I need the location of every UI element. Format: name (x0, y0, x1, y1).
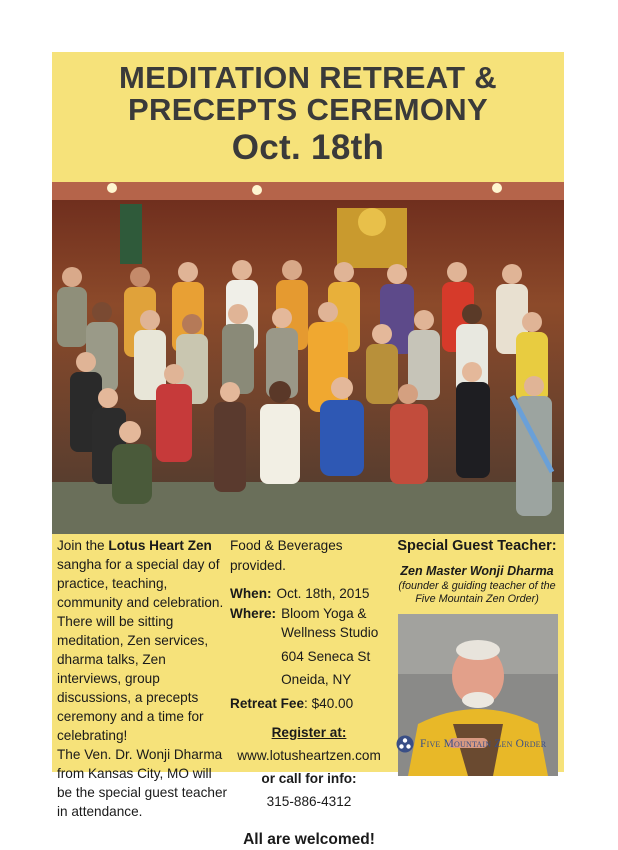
where-line-4: Oneida, NY (281, 672, 352, 687)
intro-pre: Join the (57, 538, 109, 553)
guest-name: Zen Master Wonji Dharma (400, 564, 554, 578)
phone-number[interactable]: 315-886-4312 (266, 794, 352, 809)
order-logo (396, 732, 566, 756)
where-line-2: Wellness Studio (281, 625, 379, 640)
org-name: Lotus Heart Zen (108, 538, 212, 553)
where-line-3: 604 Seneca St (281, 648, 371, 664)
title-line-1: MEDITATION RETREAT & (119, 60, 497, 95)
description (57, 536, 229, 821)
intro-paragraph (57, 536, 229, 745)
order-logo-text: Five Mountain Zen Order (420, 738, 547, 750)
call-label: or call for info: (261, 771, 357, 786)
food-note: Food & Beverages provided. (230, 538, 343, 573)
when-value: Oct. 18th, 2015 (276, 586, 370, 601)
teacher-note: The Ven. Dr. Wonji Dharma from Kansas City, MO will be the special guest teacher in attendance. (57, 747, 228, 819)
flyer-title (52, 62, 564, 168)
fee-label: Retreat Fee (230, 695, 305, 711)
fee-row (230, 694, 388, 714)
guest-note: (founder & guiding teacher of the Five Mountain Zen Order) (398, 580, 556, 605)
guest-heading: Special Guest Teacher: (397, 538, 557, 554)
three-circle-emblem-icon (396, 735, 414, 753)
event-details (230, 536, 388, 850)
welcome-text: All are welcomed! (243, 831, 375, 848)
title-line-2: PRECEPTS CEREMONY (128, 92, 488, 127)
group-photo (52, 182, 564, 534)
where-row (230, 604, 388, 690)
title-date: Oct. 18th (231, 128, 385, 167)
website-link[interactable]: www.lotusheartzen.com (237, 748, 381, 763)
intro-post: sangha for a special day of practice, teaching, community and celebration. There will be sitting meditation, Zen services, dharma talks, Zen interviews, group discussions, a precepts ceremony and a time for celebrating! (57, 557, 224, 743)
register-label: Register at: (271, 725, 347, 740)
where-label: Where: (230, 605, 277, 621)
fee-value: : $40.00 (304, 695, 354, 711)
when-row (230, 584, 388, 604)
when-label: When: (230, 586, 272, 601)
where-line-1: Bloom Yoga & (281, 605, 367, 621)
flyer (52, 52, 564, 848)
guest-teacher (392, 538, 562, 606)
registration (230, 723, 388, 812)
